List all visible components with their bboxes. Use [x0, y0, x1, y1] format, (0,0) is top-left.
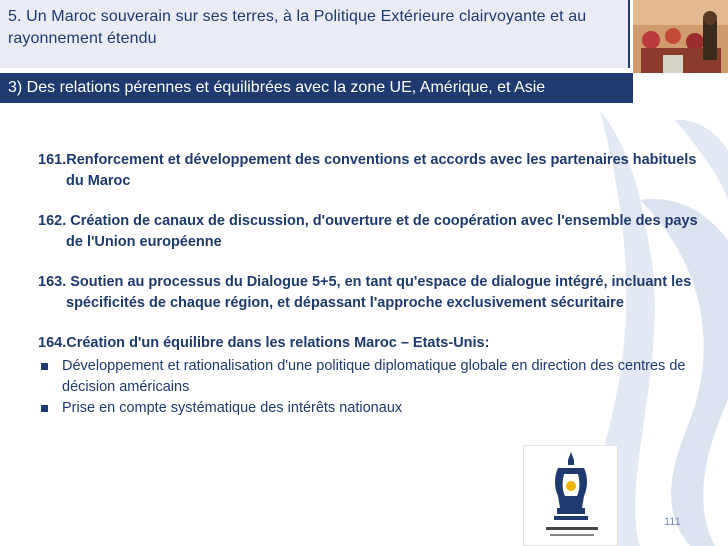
- slide-subtitle: 3) Des relations pérennes et équilibrées avec la zone UE, Amérique, et Asie: [8, 79, 546, 96]
- item-text: 162. Création de canaux de discussion, d'ouverture et de coopération avec l'ensemble des pays de l'Union européenne: [38, 213, 698, 250]
- list-item: [38, 333, 698, 419]
- slide-title: 5. Un Maroc souverain sur ses terres, à la Politique Extérieure clairvoyante et au rayonnement étendu: [8, 8, 587, 47]
- sub-bullet: [38, 356, 698, 398]
- list-item: [38, 211, 698, 253]
- square-bullet-icon: [41, 363, 48, 370]
- sub-bullet: [38, 398, 698, 419]
- item-text: 161.Renforcement et développement des conventions et accords avec les partenaires habituels du Maroc: [38, 152, 697, 189]
- list-item: [38, 272, 698, 314]
- header-photo: [633, 0, 728, 73]
- square-bullet-icon: [41, 405, 48, 412]
- sub-bullet-text: Développement et rationalisation d'une politique diplomatique globale en direction des centres de décision américains: [62, 358, 686, 395]
- sub-bullet-text: Prise en compte systématique des intérêts nationaux: [62, 400, 403, 416]
- list-item: [38, 150, 698, 192]
- page-number: 111: [664, 516, 681, 528]
- title-box: [0, 0, 630, 68]
- item-text: 164.Création d'un équilibre dans les relations Maroc – Etats-Unis:: [38, 335, 490, 351]
- sub-bullet-list: [38, 356, 698, 419]
- subtitle-bar: [0, 73, 633, 103]
- content-list: [38, 150, 698, 438]
- item-text: 163. Soutien au processus du Dialogue 5+5, en tant qu'espace de dialogue intégré, incluant les spécificités de chaque région, et dépassant l'approche exclusivement sécuritaire: [38, 274, 692, 311]
- party-logo: [523, 445, 618, 546]
